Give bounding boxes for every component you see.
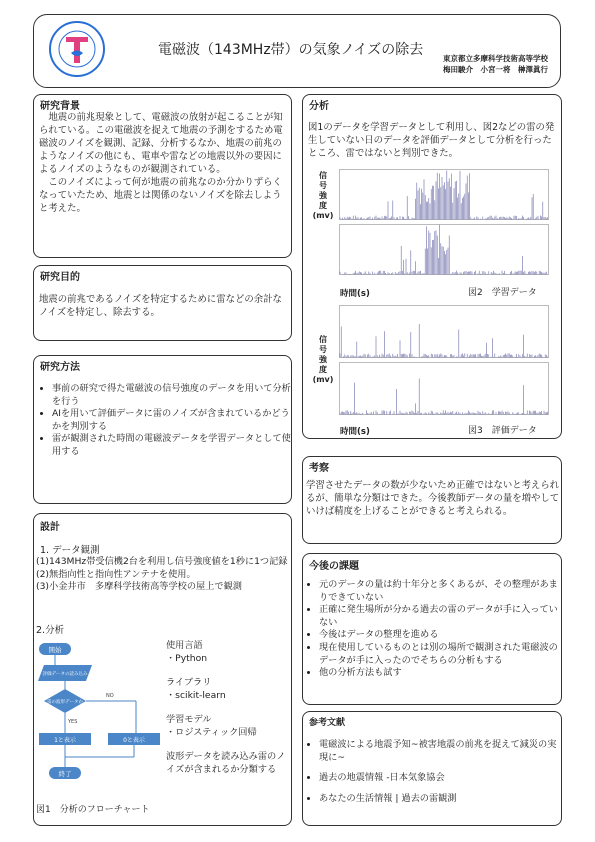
classification-note: 波形データを読み込み雷のノイズが含まれるか分類する	[166, 751, 286, 775]
future-section	[302, 553, 562, 705]
background-para2: このノイズによって何が地震の前兆なのか分かりずらくなっていたため、地震とは関係のないノイズを除去しようと考えた。	[39, 177, 282, 214]
figure1-caption: 図1 分析のフローチャート	[36, 805, 150, 815]
discussion-text: 学習させたデータの数が少ないため正確ではないと考えられるが、簡単な分類はできた。今後教師データの量を増やしていけば精度を上げることができると考えられる。	[306, 480, 560, 517]
flow-output1-label: 1と表示	[54, 737, 76, 744]
purpose-heading: 研究目的	[40, 272, 80, 283]
background-para1: 地震の前兆現象として、電磁波の放射が起こることが知られている。この電磁波を捉えて地震の予測をするため電磁波のノイズを観測、記録、分析するなか、地震の前兆のようなノイズの他にも、電車や雷などの地震以外の要因によるノイズのようなものが観測されている。	[39, 112, 283, 175]
fig3-ylabel: 度	[319, 365, 327, 374]
future-item: • 現在使用しているものとは別の場所で観測された電磁波のデータが手に入ったのでそちらの分析もする	[319, 642, 565, 667]
method-item: • 雷が観測された時間の電磁波データを学習データとして使用する	[52, 433, 292, 458]
poster-title: 電磁波（143MHz帯）の気象ノイズの除去	[158, 42, 424, 58]
model-value: ・ロジスティック回帰	[166, 726, 257, 738]
school-name: 東京都立多摩科学技術高等学校	[443, 54, 548, 63]
fig3-xlabel: 時間(s)	[340, 427, 370, 437]
purpose-section	[33, 265, 292, 341]
design-section	[33, 513, 292, 826]
observation-item: (1)143MHz帯受信機2台を利用し信号強度値を1秒に1つ記録	[36, 556, 288, 567]
language-value: ・Python	[166, 652, 208, 664]
fig3-ylabel: 強	[319, 355, 327, 364]
reference-item: • 電磁波による地震予知~被害地震の前兆を捉えて減災の実現に~	[319, 739, 565, 764]
library-value: ・scikit-learn	[166, 689, 226, 701]
flow-end-label: 終了	[58, 770, 72, 778]
method-item: • AIを用いて評価データに雷のノイズが含まれているかどうかを判別する	[52, 408, 292, 433]
model-label: 学習モデル	[166, 714, 212, 725]
design-heading: 設計	[40, 522, 60, 533]
author-names: 梅田駿介 小宮一将 榊澤眞行	[443, 65, 548, 74]
fig2-ylabel: 号	[319, 181, 327, 190]
references-section	[302, 711, 562, 826]
method-item: • 事前の研究で得た電磁波の信号強度のデータを用いて分析を行う	[52, 383, 292, 408]
reference-item: • あなたの生活情報 | 過去の雷観測	[319, 793, 565, 806]
future-item: • 元のデータの量は約十年分と多くあるが、その整理があまりできていない	[319, 579, 565, 604]
flow-start-label: 開始	[48, 646, 62, 654]
fig3-ylabel: 号	[319, 345, 327, 354]
fig2-ylabel: 強	[319, 191, 327, 200]
method-section	[33, 355, 292, 504]
fig3-caption: 図3 評価データ	[468, 426, 537, 436]
analysis-heading: 分析	[309, 101, 329, 112]
fig2-ylabel: (mv)	[312, 211, 334, 220]
flowchart	[36, 639, 161, 789]
header-box	[33, 14, 561, 88]
fig3-ylabel: 信	[319, 335, 327, 344]
method-heading: 研究方法	[40, 362, 80, 373]
future-heading: 今後の課題	[309, 561, 359, 572]
analysis-section	[302, 94, 562, 439]
background-section	[33, 94, 292, 258]
flow-output0-label: 0と表示	[123, 737, 145, 744]
future-item: • 他の分析方法も試す	[319, 667, 565, 680]
fig2-xlabel: 時間(s)	[340, 289, 370, 299]
fig2-ylabel: 信	[319, 171, 327, 180]
flow-yes-label: YES	[68, 719, 78, 725]
fig3-plot	[339, 305, 549, 417]
observation-item: (2)無指向性と指向性アンテナを使用。	[36, 568, 196, 580]
observation-item: (3)小金井市 多摩科学技術高等学校の屋上で観測	[36, 581, 242, 592]
language-label: 使用言語	[166, 640, 203, 651]
flow-read-label: 評価データの読み込み	[42, 672, 88, 677]
flow-decision-label: 雷の波形データか	[47, 700, 83, 705]
references-heading: 参考文献	[309, 718, 346, 728]
flow-no-label: NO	[106, 693, 114, 699]
purpose-text: 地震の前兆であるノイズを特定するために雷などの余計なノイズを特定し、除去する。	[39, 294, 282, 318]
reference-item: • 過去の地震情報 -日本気象協会	[319, 772, 565, 785]
background-heading: 研究背景	[40, 101, 80, 112]
fig2-plot	[339, 169, 549, 277]
discussion-heading: 考察	[309, 463, 329, 474]
analysis-subheading: 2.分析	[36, 625, 65, 636]
fig3-ylabel: (mv)	[312, 375, 334, 384]
analysis-text: 図1のデータを学習データとして利用し、図2などの雷の発生していない日のデータを評価データとして分析を行ったところ、雷ではないと判別できた。	[308, 122, 555, 159]
fig2-caption: 図2 学習データ	[468, 288, 537, 298]
fig2-ylabel: 度	[319, 201, 327, 210]
school-logo	[49, 21, 105, 77]
library-label: ライブラリ	[166, 677, 212, 688]
future-item: • 今後はデータの整理を進める	[319, 629, 565, 642]
future-item: • 正確に発生場所が分かる過去の雷のデータが手に入っていない	[319, 604, 565, 629]
discussion-section	[302, 456, 562, 544]
observation-subheading: 1. データ観測	[40, 545, 100, 556]
